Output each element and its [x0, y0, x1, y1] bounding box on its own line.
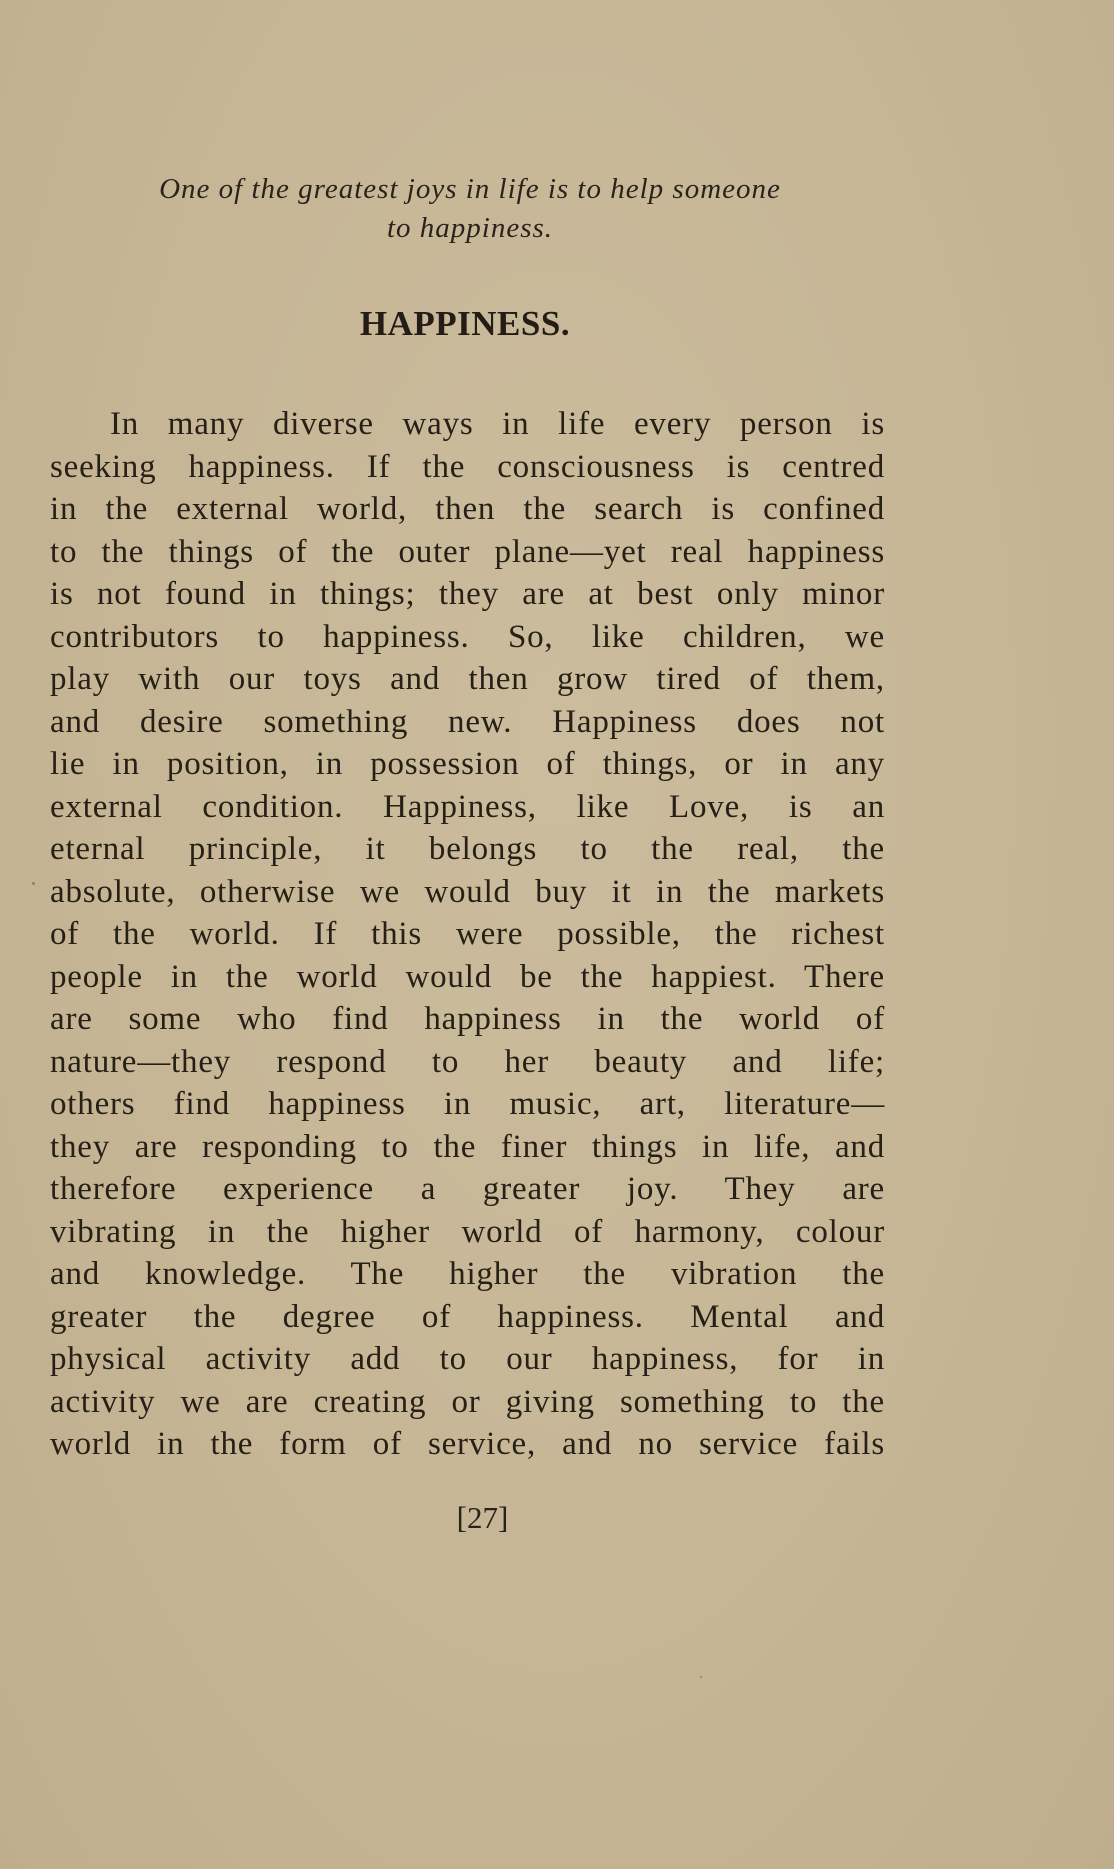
body-line: is not found in things; they are at best only minor — [50, 576, 885, 612]
body-line: therefore experience a greater joy. They are — [50, 1171, 885, 1207]
body-line: they are responding to the finer things in life, and — [50, 1128, 885, 1165]
body-line: are some who find happiness in the world of — [50, 1001, 885, 1037]
body-line: greater the degree of happiness. Mental and — [50, 1298, 885, 1335]
epigraph-line-2: to happiness. — [386, 212, 554, 244]
body-line: and knowledge. The higher the vibration the — [50, 1256, 885, 1292]
body-line: seeking happiness. If the consciousness is centred — [50, 448, 885, 485]
body-line: lie in position, in possession of things, or in any — [50, 746, 885, 782]
body-line: external condition. Happiness, like Love, is an — [50, 788, 885, 825]
body-line: In many diverse ways in life every person is — [110, 406, 885, 442]
body-line: vibrating in the higher world of harmony, colour — [50, 1213, 885, 1250]
body-line: to the things of the outer plane—yet real happiness — [50, 533, 885, 570]
body-line: and desire something new. Happiness does not — [50, 703, 885, 740]
page-number: [27] — [456, 1500, 509, 1535]
body-line: others find happiness in music, art, literature— — [50, 1086, 885, 1122]
body-line: activity we are creating or giving something to the — [50, 1383, 885, 1420]
body-line: play with our toys and then grow tired of them, — [50, 661, 885, 697]
body-line: world in the form of service, and no service fails — [50, 1426, 885, 1462]
chapter-title: HAPPINESS. — [359, 304, 571, 343]
body-line: of the world. If this were possible, the richest — [50, 916, 885, 952]
body-paragraph — [50, 403, 885, 1466]
body-line: absolute, otherwise we would buy it in the markets — [50, 873, 885, 910]
body-line: people in the world would be the happiest. There — [50, 958, 885, 995]
body-line: eternal principle, it belongs to the real, the — [50, 831, 885, 867]
body-line: contributors to happiness. So, like children, we — [50, 618, 885, 655]
paper-speck — [32, 882, 35, 885]
body-line: nature—they respond to her beauty and life; — [50, 1043, 885, 1080]
paper-speck — [700, 1676, 702, 1678]
epigraph — [90, 170, 850, 248]
body-line: in the external world, then the search is confined — [50, 491, 885, 527]
epigraph-line-1: One of the greatest joys in life is to help someone — [159, 173, 781, 205]
body-line: physical activity add to our happiness, for in — [50, 1341, 885, 1377]
